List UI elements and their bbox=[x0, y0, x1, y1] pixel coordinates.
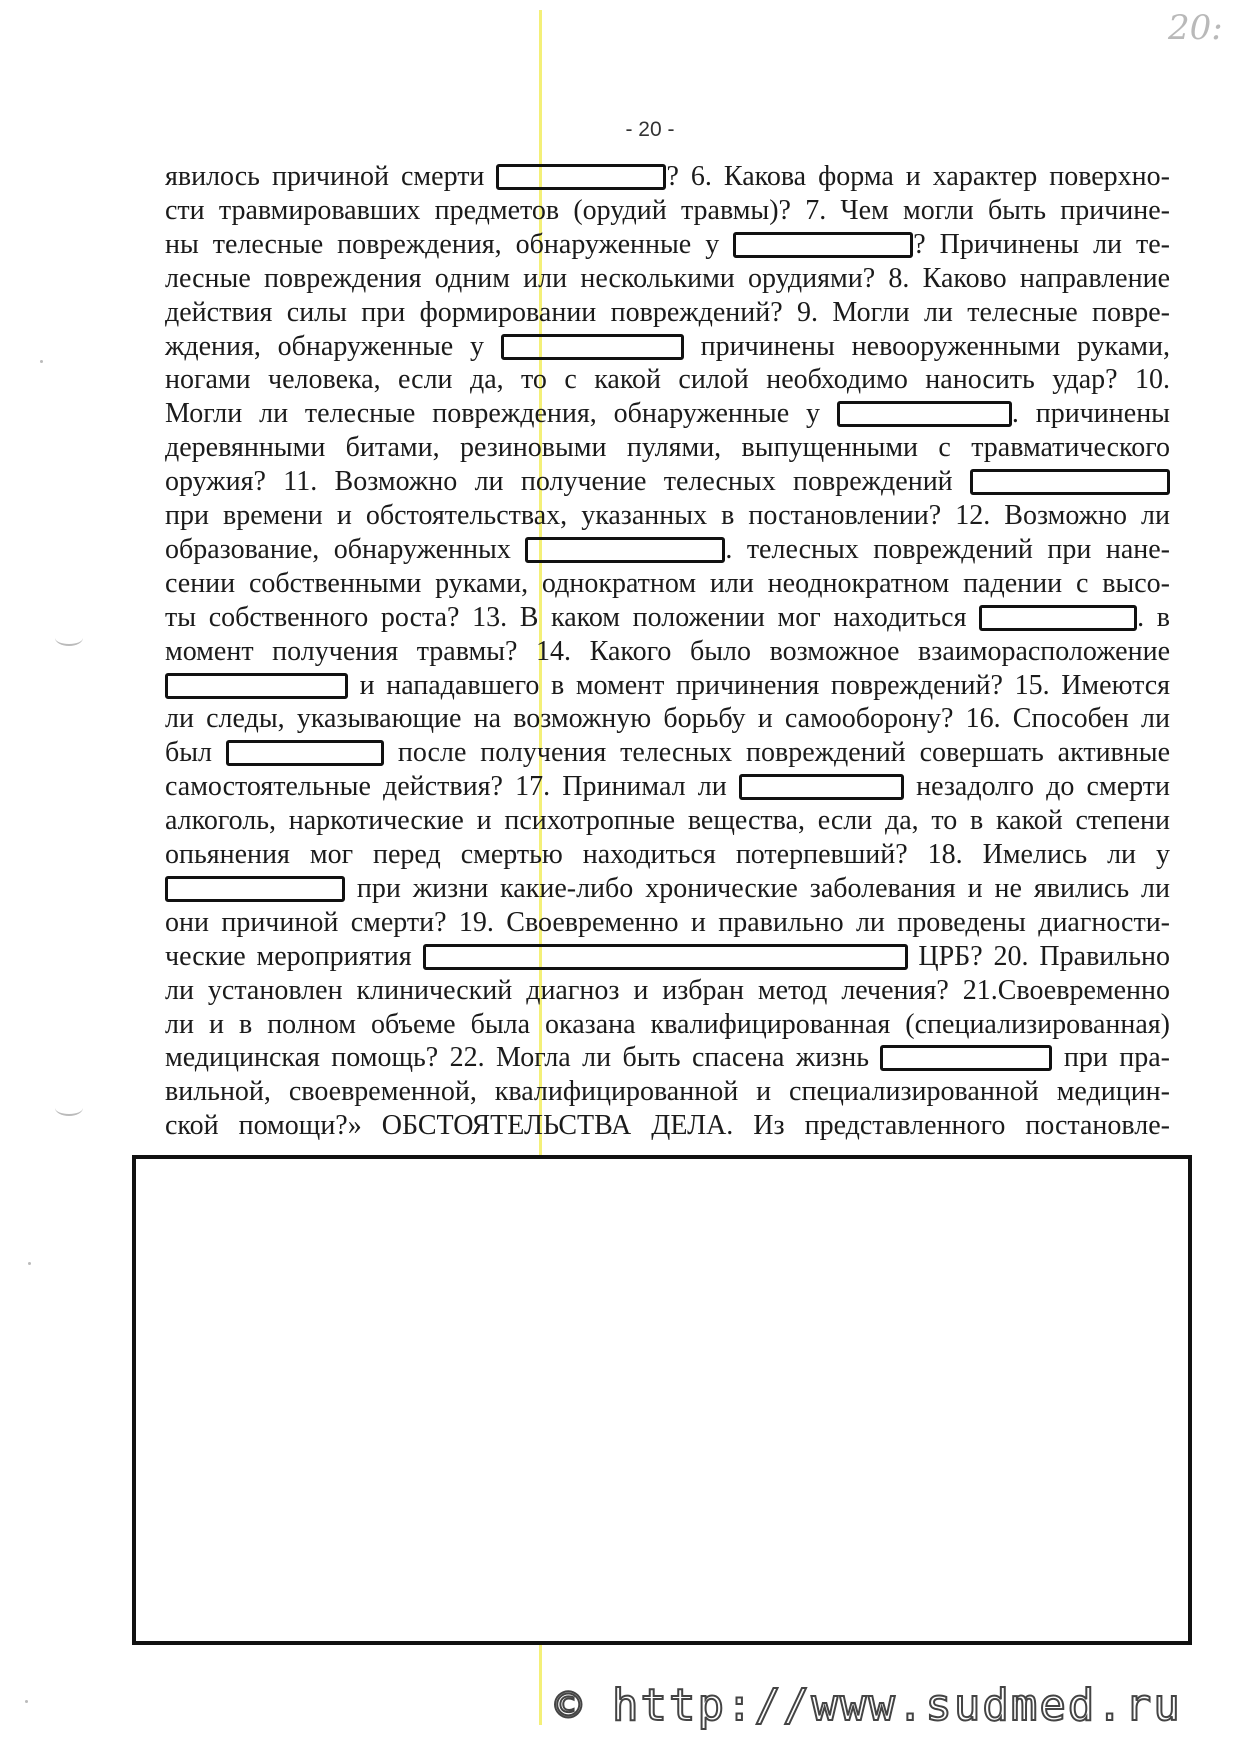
text-segment: лесные повреждения одним или несколькими орудиями? 8. Каково направление bbox=[165, 262, 1170, 294]
text-segment: ли и в полном объеме была оказана квалифицированная (специализированная) bbox=[165, 1008, 1170, 1040]
text-segment: ческие мероприятия bbox=[165, 940, 423, 972]
text-segment: ли следы, указывающие на возможную борьбу и самооборону? 16. Способен ли bbox=[165, 703, 1170, 735]
scan-speck bbox=[25, 1700, 28, 1703]
redaction-box bbox=[165, 673, 348, 699]
watermark: © http://www.sudmed.ru bbox=[555, 1680, 1182, 1731]
text-line bbox=[165, 533, 1170, 567]
text-segment: медицинская помощь? 22. Могла ли быть спасена жизнь bbox=[165, 1042, 881, 1074]
text-line bbox=[165, 567, 1170, 601]
text-segment: они причиной смерти? 19. Своевременно и правильно ли проведены диагности- bbox=[165, 906, 1170, 938]
text-line bbox=[165, 669, 1170, 703]
text-segment: причинены невооруженными руками, bbox=[683, 330, 1170, 362]
scan-speck bbox=[40, 360, 43, 363]
page-number: - 20 - bbox=[625, 118, 675, 141]
text-segment: Могли ли телесные повреждения, обнаруженные у bbox=[165, 398, 837, 430]
redaction-box bbox=[837, 401, 1012, 427]
redaction-box bbox=[423, 944, 908, 970]
redaction-box bbox=[165, 876, 345, 902]
text-segment: . телесных повреждений при нане- bbox=[725, 533, 1170, 565]
text-segment: момент получения травмы? 14. Какого было возможное взаиморасположение bbox=[165, 635, 1170, 667]
text-segment: оружия? 11. Возможно ли получение телесных повреждений bbox=[165, 466, 970, 498]
text-line bbox=[165, 601, 1170, 635]
text-segment: явилось причиной смерти bbox=[165, 161, 497, 192]
text-segment: ской помощи?» ОБСТОЯТЕЛЬСТВА ДЕЛА. Из представленного постановле- bbox=[165, 1110, 1170, 1142]
text-line bbox=[165, 804, 1170, 838]
text-segment: после получения телесных повреждений совершать активные bbox=[383, 737, 1171, 769]
text-segment: самостоятельные действия? 17. Принимал ли bbox=[165, 771, 739, 803]
text-segment: ны телесные повреждения, обнаруженные у bbox=[165, 228, 734, 260]
text-line bbox=[165, 228, 1170, 262]
margin-mark bbox=[55, 630, 83, 646]
redaction-box bbox=[501, 334, 684, 360]
text-line bbox=[165, 262, 1170, 296]
text-segment: . причинены bbox=[1011, 398, 1170, 430]
text-line bbox=[165, 431, 1170, 465]
redaction-box bbox=[970, 469, 1170, 495]
text-segment: деревянными битами, резиновыми пулями, выпущенными с травматического bbox=[165, 432, 1170, 464]
redaction-box bbox=[733, 232, 913, 258]
text-line bbox=[165, 296, 1170, 330]
text-segment: был bbox=[165, 737, 226, 769]
text-line bbox=[165, 160, 1170, 194]
redaction-box bbox=[979, 605, 1137, 631]
text-segment: образование, обнаруженных bbox=[165, 533, 526, 565]
redaction-box bbox=[739, 774, 904, 800]
text-line bbox=[165, 330, 1170, 364]
corner-handwritten-mark: 20: bbox=[1168, 8, 1223, 48]
text-segment: ЦРБ? 20. Правильно bbox=[907, 940, 1170, 972]
text-line bbox=[165, 635, 1170, 669]
margin-mark bbox=[55, 1100, 83, 1116]
text-line bbox=[165, 397, 1170, 431]
text-line bbox=[165, 1109, 1170, 1143]
redaction-box bbox=[496, 164, 666, 190]
text-line bbox=[165, 194, 1170, 228]
text-segment: незадолго до смерти bbox=[903, 771, 1170, 803]
text-line bbox=[165, 1008, 1170, 1042]
text-segment: ? 6. Какова форма и характер поверхно- bbox=[666, 161, 1170, 192]
redaction-block bbox=[132, 1155, 1192, 1645]
text-line bbox=[165, 499, 1170, 533]
text-line bbox=[165, 872, 1170, 906]
text-line bbox=[165, 363, 1170, 397]
text-line bbox=[165, 940, 1170, 974]
scan-speck bbox=[28, 1262, 31, 1265]
text-segment: при жизни какие-либо хронические заболевания и не явились ли bbox=[345, 872, 1170, 904]
text-segment: при пра- bbox=[1052, 1042, 1170, 1074]
text-segment: и нападавшего в момент причинения повреждений? 15. Имеются bbox=[348, 669, 1170, 701]
text-segment: действия силы при формировании повреждений? 9. Могли ли телесные повре- bbox=[165, 296, 1170, 328]
text-line bbox=[165, 974, 1170, 1008]
text-line bbox=[165, 736, 1170, 770]
text-segment: ждения, обнаруженные у bbox=[165, 330, 501, 362]
text-segment: ? Причинены ли те- bbox=[913, 228, 1170, 260]
redaction-box bbox=[525, 537, 725, 563]
text-segment: ты собственного роста? 13. В каком положении мог находиться bbox=[165, 601, 980, 633]
text-segment: опьянения мог перед смертью находиться потерпевший? 18. Имелись ли у bbox=[165, 839, 1170, 870]
redaction-box bbox=[226, 740, 384, 766]
text-line bbox=[165, 1075, 1170, 1109]
redaction-box bbox=[880, 1045, 1052, 1071]
text-segment: алкоголь, наркотические и психотропные вещества, если да, то в какой степени bbox=[165, 805, 1170, 837]
text-line bbox=[165, 1041, 1170, 1075]
text-line bbox=[165, 770, 1170, 804]
text-segment: ногами человека, если да, то с какой силой необходимо наносить удар? 10. bbox=[165, 364, 1170, 396]
text-line bbox=[165, 702, 1170, 736]
text-segment: . в bbox=[1137, 601, 1170, 633]
text-segment: ли установлен клинический диагноз и избран метод лечения? 21.Своевременно bbox=[165, 974, 1170, 1006]
text-line bbox=[165, 906, 1170, 940]
text-segment: вильной, своевременной, квалифицированной и специализированной медицин- bbox=[165, 1076, 1170, 1108]
text-segment: сти травмировавших предметов (орудий травмы)? 7. Чем могли быть причине- bbox=[165, 194, 1170, 226]
text-line bbox=[165, 838, 1170, 872]
text-line bbox=[165, 465, 1170, 499]
text-segment: при времени и обстоятельствах, указанных в постановлении? 12. Возможно ли bbox=[165, 500, 1170, 531]
text-segment: сении собственными руками, однократном или неоднократном падении с высо- bbox=[165, 567, 1170, 599]
